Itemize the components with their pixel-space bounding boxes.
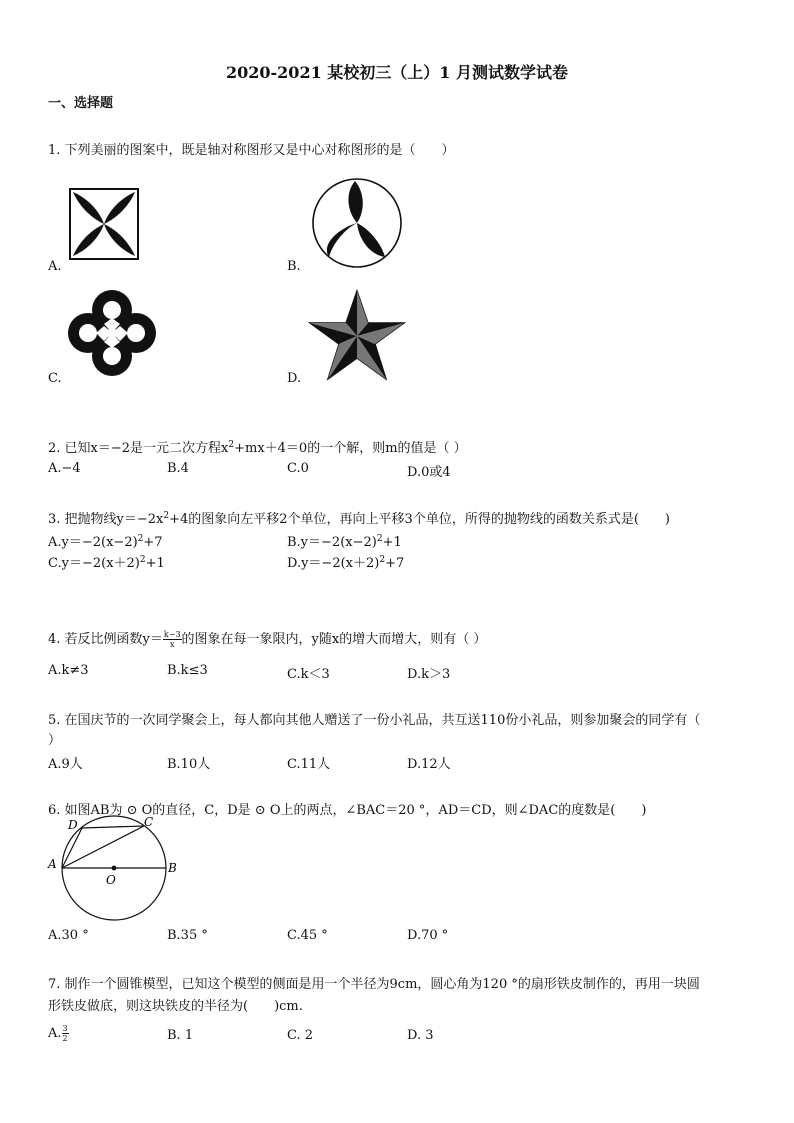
q3-option-d[interactable]: $D.y=-2(x+2)^2+7$ — [287, 555, 405, 571]
q3-option-b[interactable]: $B.y=-2(x-2)^2+1$ — [287, 534, 402, 550]
question-2-stem: 2. 已知x＝−2是一元二次方程$x^2+mx+4=0$的一个解，则m的值是（ ） — [48, 440, 467, 456]
label-o: O — [106, 873, 116, 887]
question-5-stem-line2: ） — [48, 733, 62, 748]
fraction: $\frac{3}{2}$ — [62, 1024, 68, 1043]
q1-option-b[interactable]: B. — [287, 259, 301, 274]
circle-geometry-figure — [46, 816, 186, 922]
q5-option-c[interactable]: C.11人 — [287, 757, 331, 772]
q3-option-a[interactable]: $A.y=-2(x-2)^2+7$ — [48, 534, 163, 550]
q5-option-b[interactable]: B.10人 — [167, 757, 211, 772]
question-1-stem: 1. 下列美丽的图案中，既是轴对称图形又是中心对称图形的是（ ） — [48, 143, 455, 158]
q2-option-c[interactable]: C.0 — [287, 461, 309, 476]
section-heading: 一、选择题 — [48, 96, 114, 111]
fraction: $\frac{k-3}{x}$ — [163, 630, 181, 649]
three-blade-circle-icon — [311, 177, 403, 269]
q7-option-a[interactable]: A. $\frac{3}{2}$ — [48, 1024, 68, 1043]
label-a: A — [48, 857, 57, 871]
q6-option-c[interactable]: C.45 ° — [287, 928, 328, 943]
interlocked-rings-icon — [66, 288, 158, 378]
label-c: C — [144, 815, 154, 829]
q7-option-b[interactable]: B. 1 — [167, 1028, 194, 1043]
q6-option-d[interactable]: D.70 ° — [407, 928, 449, 943]
q6-option-b[interactable]: B.35 ° — [167, 928, 208, 943]
question-5-stem-line1: 5. 在国庆节的一次同学聚会上，每人都向其他人赠送了一份小礼品，共互送110份小礼品，则参加聚会的同学有（ — [48, 713, 701, 728]
q3-option-c[interactable]: $C.y=-2(x+2)^2+1$ — [48, 555, 165, 571]
label-b: B — [168, 861, 177, 875]
q7-option-c[interactable]: C. 2 — [287, 1028, 314, 1043]
q2-option-b[interactable]: B.4 — [167, 461, 189, 476]
q5-option-a[interactable]: A.9人 — [48, 757, 83, 772]
q4-option-d[interactable]: D.k＞3 — [407, 667, 451, 682]
q1-option-a[interactable]: A. — [48, 259, 62, 274]
q1-option-d[interactable]: D. — [287, 371, 302, 386]
page-title: 2020-2021 某校初三（上）1 月测试数学试卷 — [226, 63, 568, 82]
question-7-stem-line1: 7. 制作一个圆锥模型，已知这个模型的侧面是用一个半径为9cm，圆心角为120 °的扇形铁皮制作的，再用一块圆 — [48, 977, 700, 992]
q4-option-a[interactable]: A.k≠3 — [48, 663, 89, 678]
q7-option-d[interactable]: D. 3 — [407, 1028, 434, 1043]
four-petal-square-icon — [69, 188, 139, 260]
q5-option-d[interactable]: D.12人 — [407, 757, 451, 772]
question-3-stem: 3. 把抛物线$y=-2x^2+4$的图象向左平移2个单位，再向上平移3个单位，所得的抛物线的函数关系式是( ) — [48, 511, 670, 527]
five-point-star-icon — [308, 289, 406, 383]
q2-option-d[interactable]: D.0或4 — [407, 465, 451, 480]
q4-option-b[interactable]: B.k≤3 — [167, 663, 208, 678]
q6-option-a[interactable]: A.30 ° — [48, 928, 89, 943]
q1-option-c[interactable]: C. — [48, 371, 62, 386]
label-d: D — [68, 818, 78, 832]
q2-option-a[interactable]: A.−4 — [48, 461, 81, 476]
question-4-stem: 4. 若反比例函数y＝ $\frac{k-3}{x}$ 的图象在每一象限内，y随x的增大而增大，则有（ ） — [48, 630, 487, 649]
q4-option-c[interactable]: C.k＜3 — [287, 667, 330, 682]
question-7-stem-line2: 形铁皮做底，则这块铁皮的半径为( )cm. — [48, 999, 303, 1014]
question-6-stem: 6. 如图AB为 ⊙ O的直径，C，D是 ⊙ O上的两点，∠BAC＝20 °，AD＝CD，则∠DAC的度数是( ) — [48, 803, 647, 818]
